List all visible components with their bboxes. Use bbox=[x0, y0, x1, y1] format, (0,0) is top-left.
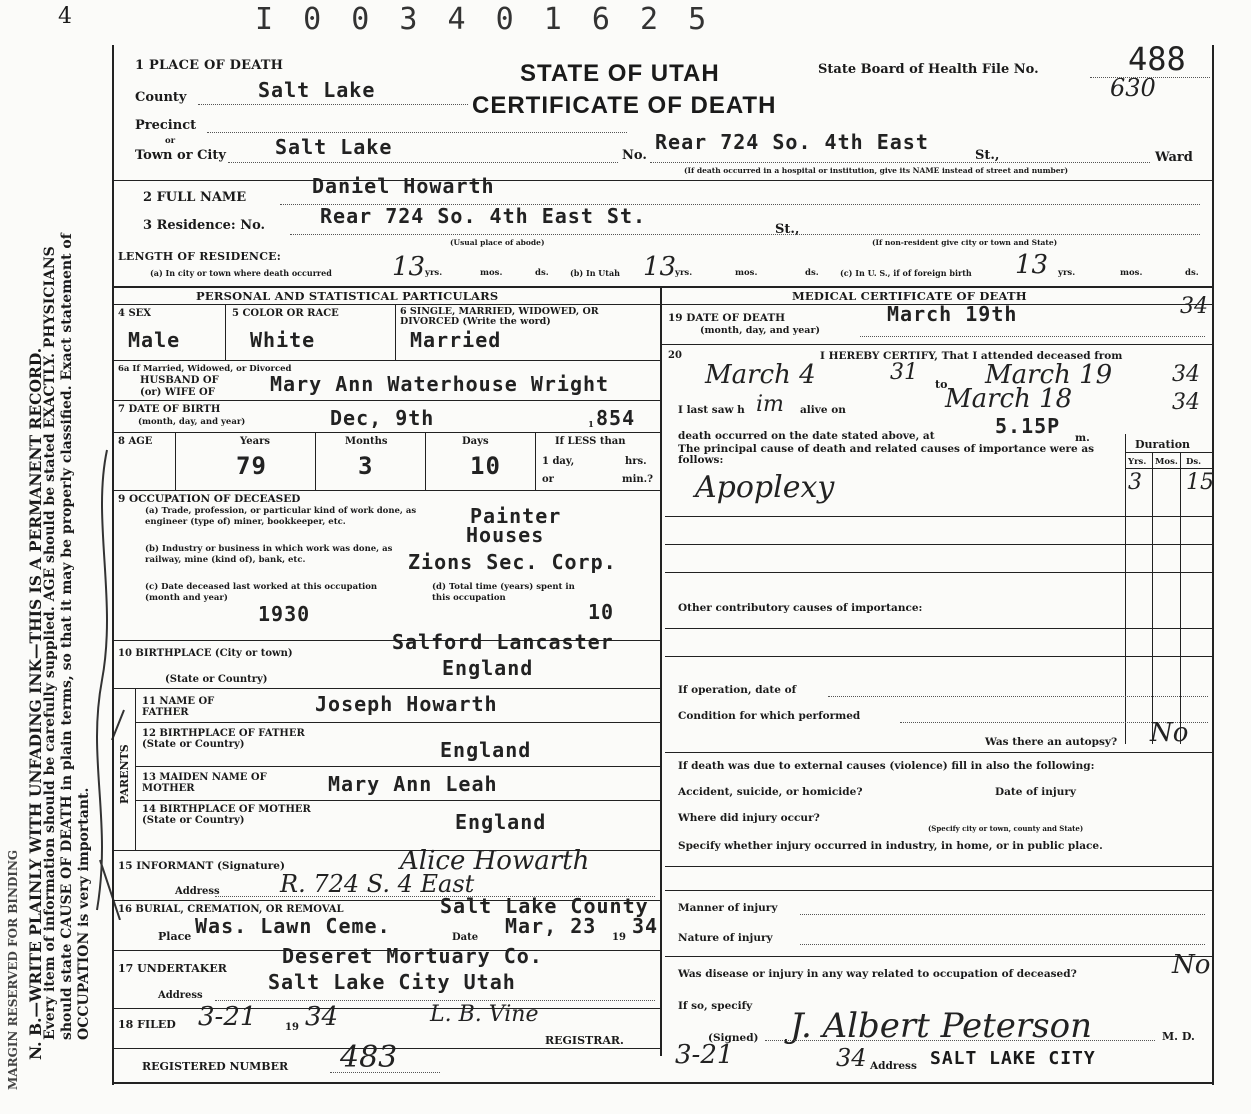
nature-label: Nature of injury bbox=[678, 932, 773, 944]
age-label: 8 AGE bbox=[118, 436, 153, 447]
margin-instruction-4: OCCUPATION is very important. bbox=[76, 787, 92, 1040]
physician-address-label: Address bbox=[870, 1060, 917, 1072]
duration-ds-label: Ds. bbox=[1186, 457, 1202, 467]
column-divider bbox=[660, 286, 662, 1056]
duration-ds-value: 15 bbox=[1186, 470, 1214, 495]
town-value: Salt Lake bbox=[275, 135, 393, 159]
hospital-note: (If death occurred in a hospital or institution, give its NAME instead of street and number) bbox=[684, 166, 1069, 175]
length-utah-years: 13 bbox=[643, 252, 677, 282]
mos-label: mos. bbox=[480, 268, 503, 278]
file-number: 488 bbox=[1128, 40, 1186, 78]
mos-label-2: mos. bbox=[735, 268, 758, 278]
last-saw-him: im bbox=[756, 392, 784, 417]
frame-left bbox=[112, 45, 114, 1085]
medical-heading: MEDICAL CERTIFICATE OF DEATH bbox=[792, 289, 1027, 303]
ward-label: Ward bbox=[1155, 150, 1193, 165]
age-days-value: 10 bbox=[470, 452, 501, 480]
yrs-label: yrs. bbox=[425, 268, 443, 278]
full-name-label: 2 FULL NAME bbox=[143, 190, 247, 205]
full-name-value: Daniel Howarth bbox=[312, 174, 495, 198]
length-residence-label: LENGTH OF RESIDENCE: bbox=[118, 250, 281, 263]
frame-right bbox=[1212, 45, 1214, 1085]
date-of-death-label: 19 DATE OF DEATH bbox=[668, 312, 786, 324]
certify-label: I HEREBY CERTIFY, That I attended deceased from bbox=[820, 350, 1123, 362]
file-number-2: 630 bbox=[1110, 74, 1156, 102]
spouse-label-2: HUSBAND OF bbox=[140, 375, 219, 386]
signed-label: (Signed) bbox=[708, 1032, 759, 1044]
years-label: Years bbox=[240, 436, 271, 447]
personal-heading: PERSONAL AND STATISTICAL PARTICULARS bbox=[196, 289, 499, 303]
residence-st-label: St., bbox=[775, 222, 800, 237]
length-city-years: 13 bbox=[392, 252, 426, 282]
dob-sub-label: (month, day, and year) bbox=[138, 417, 246, 427]
hrs-label: hrs. bbox=[625, 456, 647, 467]
last-saw-date: March 18 bbox=[945, 384, 1073, 414]
burial-date-label: Date bbox=[452, 932, 479, 943]
one-day-label: 1 day, bbox=[542, 456, 575, 467]
cause-label: The principal cause of death and related causes of importance were as follows: bbox=[678, 443, 1095, 466]
filed-label: 18 FILED bbox=[118, 1018, 176, 1031]
duration-yrs-value: 3 bbox=[1128, 470, 1142, 495]
form-title-state: STATE OF UTAH bbox=[520, 60, 720, 87]
age-months-value: 3 bbox=[358, 452, 374, 480]
residence-value: Rear 724 So. 4th East St. bbox=[320, 204, 647, 228]
precinct-label: Precinct bbox=[135, 118, 197, 133]
accident-label: Accident, suicide, or homicide? bbox=[678, 786, 863, 798]
physician-signature: J. Albert Peterson bbox=[790, 1006, 1092, 1046]
death-time-value: 5.15P bbox=[995, 414, 1061, 438]
yrs-label-3: yrs. bbox=[1058, 268, 1076, 278]
street-value: Rear 724 So. 4th East bbox=[655, 130, 929, 154]
mother-name-label: 13 MAIDEN NAME OF MOTHER bbox=[142, 772, 267, 794]
manner-label: Manner of injury bbox=[678, 902, 778, 914]
burial-place-label: Place bbox=[158, 930, 192, 943]
duration-label: Duration bbox=[1135, 438, 1191, 451]
specify-injury-label: Specify whether injury occurred in industry, in home, or in public place. bbox=[678, 840, 1103, 852]
md-label: M. D. bbox=[1162, 1030, 1195, 1043]
filed-year: 34 bbox=[305, 1002, 339, 1032]
informant-signature: Alice Howarth bbox=[400, 846, 590, 876]
burial-year-prefix: 19 bbox=[612, 932, 626, 943]
mos-label-3: mos. bbox=[1120, 268, 1143, 278]
condition-label: Condition for which performed bbox=[678, 710, 861, 722]
mother-birthplace-label: 14 BIRTHPLACE OF MOTHER (State or Country) bbox=[142, 804, 311, 826]
occupation-related-label: Was disease or injury in any way related to occupation of deceased? bbox=[678, 968, 1077, 980]
operation-label: If operation, date of bbox=[678, 684, 797, 696]
nonresident-note: (If non-resident give city or town and State) bbox=[872, 238, 1058, 247]
dob-value: Dec, 9th bbox=[330, 406, 435, 430]
father-birthplace-value: England bbox=[440, 738, 532, 762]
min-label: min.? bbox=[622, 474, 653, 485]
where-injury-note: (Specify city or town, county and State) bbox=[928, 824, 1084, 833]
county-label: County bbox=[135, 90, 187, 105]
birthplace-sub-label: (State or Country) bbox=[165, 674, 268, 685]
margin-instruction-2: Every item of information should be carefully supplied. AGE should be stated EXACTLY. PHYSICIANS bbox=[42, 246, 58, 1040]
attended-to: March 19 bbox=[985, 360, 1113, 390]
birthplace-value-1: Salford Lancaster bbox=[392, 630, 614, 654]
occupation-b-label: (b) Industry or business in which work was done, as railway, mine (kind of), bank, etc. bbox=[145, 544, 393, 565]
form-title-certificate: CERTIFICATE OF DEATH bbox=[472, 92, 777, 119]
cert-20-label: 20 bbox=[668, 350, 682, 361]
if-so-specify-label: If so, specify bbox=[678, 1000, 753, 1012]
months-label: Months bbox=[345, 436, 388, 447]
frame-bottom bbox=[112, 1082, 1212, 1084]
duration-mos-label: Mos. bbox=[1155, 457, 1178, 467]
other-causes-label: Other contributory causes of importance: bbox=[678, 602, 923, 614]
registrar-label: REGISTRAR. bbox=[545, 1034, 624, 1047]
undertaker-address-label: Address bbox=[158, 990, 203, 1001]
marital-value: Married bbox=[410, 328, 502, 352]
last-saw-label: I last saw h bbox=[678, 404, 745, 416]
occupation-b-value: Zions Sec. Corp. bbox=[408, 550, 617, 574]
ds-label-3: ds. bbox=[1185, 268, 1199, 278]
county-value: Salt Lake bbox=[258, 78, 376, 102]
undertaker-value: Deseret Mortuary Co. bbox=[282, 944, 543, 968]
margin-signature-scrawl bbox=[82, 440, 132, 920]
father-birthplace-label: 12 BIRTHPLACE OF FATHER (State or Country) bbox=[142, 728, 305, 750]
last-saw-year: 34 bbox=[1172, 390, 1200, 415]
sex-value: Male bbox=[128, 328, 181, 352]
attended-to-year: 34 bbox=[1172, 362, 1200, 387]
file-number-label: State Board of Health File No. bbox=[818, 62, 1039, 77]
to-label: to bbox=[935, 378, 948, 391]
parents-label: PARENTS bbox=[118, 744, 131, 804]
or-label-age: or bbox=[542, 474, 554, 485]
registrar-signature: L. B. Vine bbox=[430, 1002, 539, 1027]
dob-year-prefix: 1 bbox=[588, 420, 594, 430]
occupation-d-label: (d) Total time (years) spent in this occupation bbox=[432, 582, 575, 603]
burial-place-value: Was. Lawn Ceme. bbox=[195, 914, 391, 938]
informant-address-label: Address bbox=[175, 886, 220, 897]
margin-instruction-1: N. B.—WRITE PLAINLY WITH UNFADING INK—THIS IS A PERMANENT RECORD. bbox=[26, 347, 45, 1060]
cause-value: Apoplexy bbox=[695, 470, 835, 505]
place-of-death-label: 1 PLACE OF DEATH bbox=[135, 58, 284, 73]
burial-value: Salt Lake County bbox=[440, 894, 649, 918]
length-utah-label: (b) In Utah bbox=[570, 268, 620, 278]
length-us-years: 13 bbox=[1015, 250, 1049, 280]
occupation-c-label: (c) Date deceased last worked at this occupation (month and year) bbox=[145, 582, 378, 603]
occupation-a-label: (a) Trade, profession, or particular kind of work done, as engineer (type of) miner, bookkeeper, etc. bbox=[145, 506, 417, 527]
autopsy-label: Was there an autopsy? bbox=[985, 736, 1118, 748]
physician-address-value: SALT LAKE CITY bbox=[930, 1048, 1096, 1069]
yrs-label-2: yrs. bbox=[675, 268, 693, 278]
town-label: Town or City bbox=[135, 148, 226, 163]
alive-label: alive on bbox=[800, 404, 846, 416]
sign-date: 3-21 bbox=[675, 1040, 734, 1070]
burial-year-value: 34 bbox=[632, 914, 659, 938]
informant-label: 15 INFORMANT (Signature) bbox=[118, 860, 285, 872]
length-us-label: (c) In U. S., if of foreign birth bbox=[840, 268, 972, 278]
length-city-label: (a) In city or town where death occurred bbox=[150, 268, 332, 278]
birthplace-label: 10 BIRTHPLACE (City or town) bbox=[118, 648, 293, 659]
injury-date-label: Date of injury bbox=[995, 786, 1076, 798]
attended-from: March 4 bbox=[705, 360, 816, 390]
occupation-d-value: 10 bbox=[588, 600, 615, 624]
date-of-death-value: March 19th bbox=[887, 302, 1018, 326]
corner-mark: 4 bbox=[58, 4, 72, 29]
spouse-label-1: 6a If Married, Widowed, or Divorced bbox=[118, 364, 292, 374]
street-st-label: St., bbox=[975, 148, 1000, 163]
where-injury-label: Where did injury occur? bbox=[678, 812, 820, 824]
registered-number-value: 483 bbox=[340, 1040, 398, 1075]
color-label: 5 COLOR OR RACE bbox=[232, 308, 339, 319]
duration-yrs-label: Yrs. bbox=[1128, 457, 1147, 467]
dob-label: 7 DATE OF BIRTH bbox=[118, 404, 221, 415]
date-of-death-sub: (month, day, and year) bbox=[700, 325, 820, 336]
father-name-label: 11 NAME OF FATHER bbox=[142, 696, 215, 718]
mother-name-value: Mary Ann Leah bbox=[328, 772, 498, 796]
birthplace-value-2: England bbox=[442, 656, 534, 680]
registered-number-label: REGISTERED NUMBER bbox=[142, 1060, 289, 1073]
marital-label: 6 SINGLE, MARRIED, WIDOWED, OR DIVORCED (Write the word) bbox=[400, 306, 599, 327]
occupation-a-value-2: Houses bbox=[466, 523, 545, 547]
burial-label: 16 BURIAL, CREMATION, OR REMOVAL bbox=[118, 904, 344, 915]
sign-year: 34 bbox=[836, 1044, 867, 1072]
mother-birthplace-value: England bbox=[455, 810, 547, 834]
usual-abode-note: (Usual place of abode) bbox=[450, 238, 545, 247]
filed-year-prefix: 19 bbox=[285, 1022, 299, 1033]
date-of-death-year: 34 bbox=[1180, 294, 1208, 319]
undertaker-address-value: Salt Lake City Utah bbox=[268, 970, 516, 994]
autopsy-value: No bbox=[1150, 718, 1189, 748]
m-label: m. bbox=[1075, 432, 1090, 444]
ds-label: ds. bbox=[535, 268, 549, 278]
informant-address: R. 724 S. 4 East bbox=[280, 870, 475, 898]
ds-label-2: ds. bbox=[805, 268, 819, 278]
father-name-value: Joseph Howarth bbox=[315, 692, 498, 716]
spouse-label-3: (or) WIFE OF bbox=[140, 387, 215, 398]
death-time-label: death occurred on the date stated above, at bbox=[678, 430, 935, 442]
sex-label: 4 SEX bbox=[118, 308, 152, 319]
attended-from-year: 31 bbox=[890, 360, 918, 385]
less-than-label: If LESS than bbox=[555, 436, 626, 447]
burial-date-value: Mar, 23 bbox=[505, 914, 597, 938]
document-number: I 0 0 3 4 0 1 6 2 5 bbox=[255, 2, 713, 37]
occupation-c-value: 1930 bbox=[258, 602, 311, 626]
dob-year: 854 bbox=[596, 406, 636, 430]
or-label: or bbox=[165, 136, 176, 146]
filed-date: 3-21 bbox=[198, 1002, 257, 1032]
occupation-related-value: No bbox=[1172, 950, 1211, 980]
color-value: White bbox=[250, 328, 316, 352]
external-causes-label: If death was due to external causes (violence) fill in also the following: bbox=[678, 760, 1095, 772]
occupation-label: 9 OCCUPATION OF DECEASED bbox=[118, 493, 301, 505]
street-no-label: No. bbox=[622, 148, 647, 163]
margin-binding-note: MARGIN RESERVED FOR BINDING bbox=[6, 849, 20, 1090]
undertaker-label: 17 UNDERTAKER bbox=[118, 962, 227, 975]
residence-label: 3 Residence: No. bbox=[143, 218, 266, 233]
days-label: Days bbox=[462, 436, 489, 447]
margin-instruction-3: should state CAUSE OF DEATH in plain terms, so that it may be properly classified. Exact statement of bbox=[59, 233, 75, 1040]
spouse-value: Mary Ann Waterhouse Wright bbox=[270, 372, 610, 396]
age-years-value: 79 bbox=[236, 452, 267, 480]
occupation-a-value-1: Painter bbox=[470, 504, 562, 528]
